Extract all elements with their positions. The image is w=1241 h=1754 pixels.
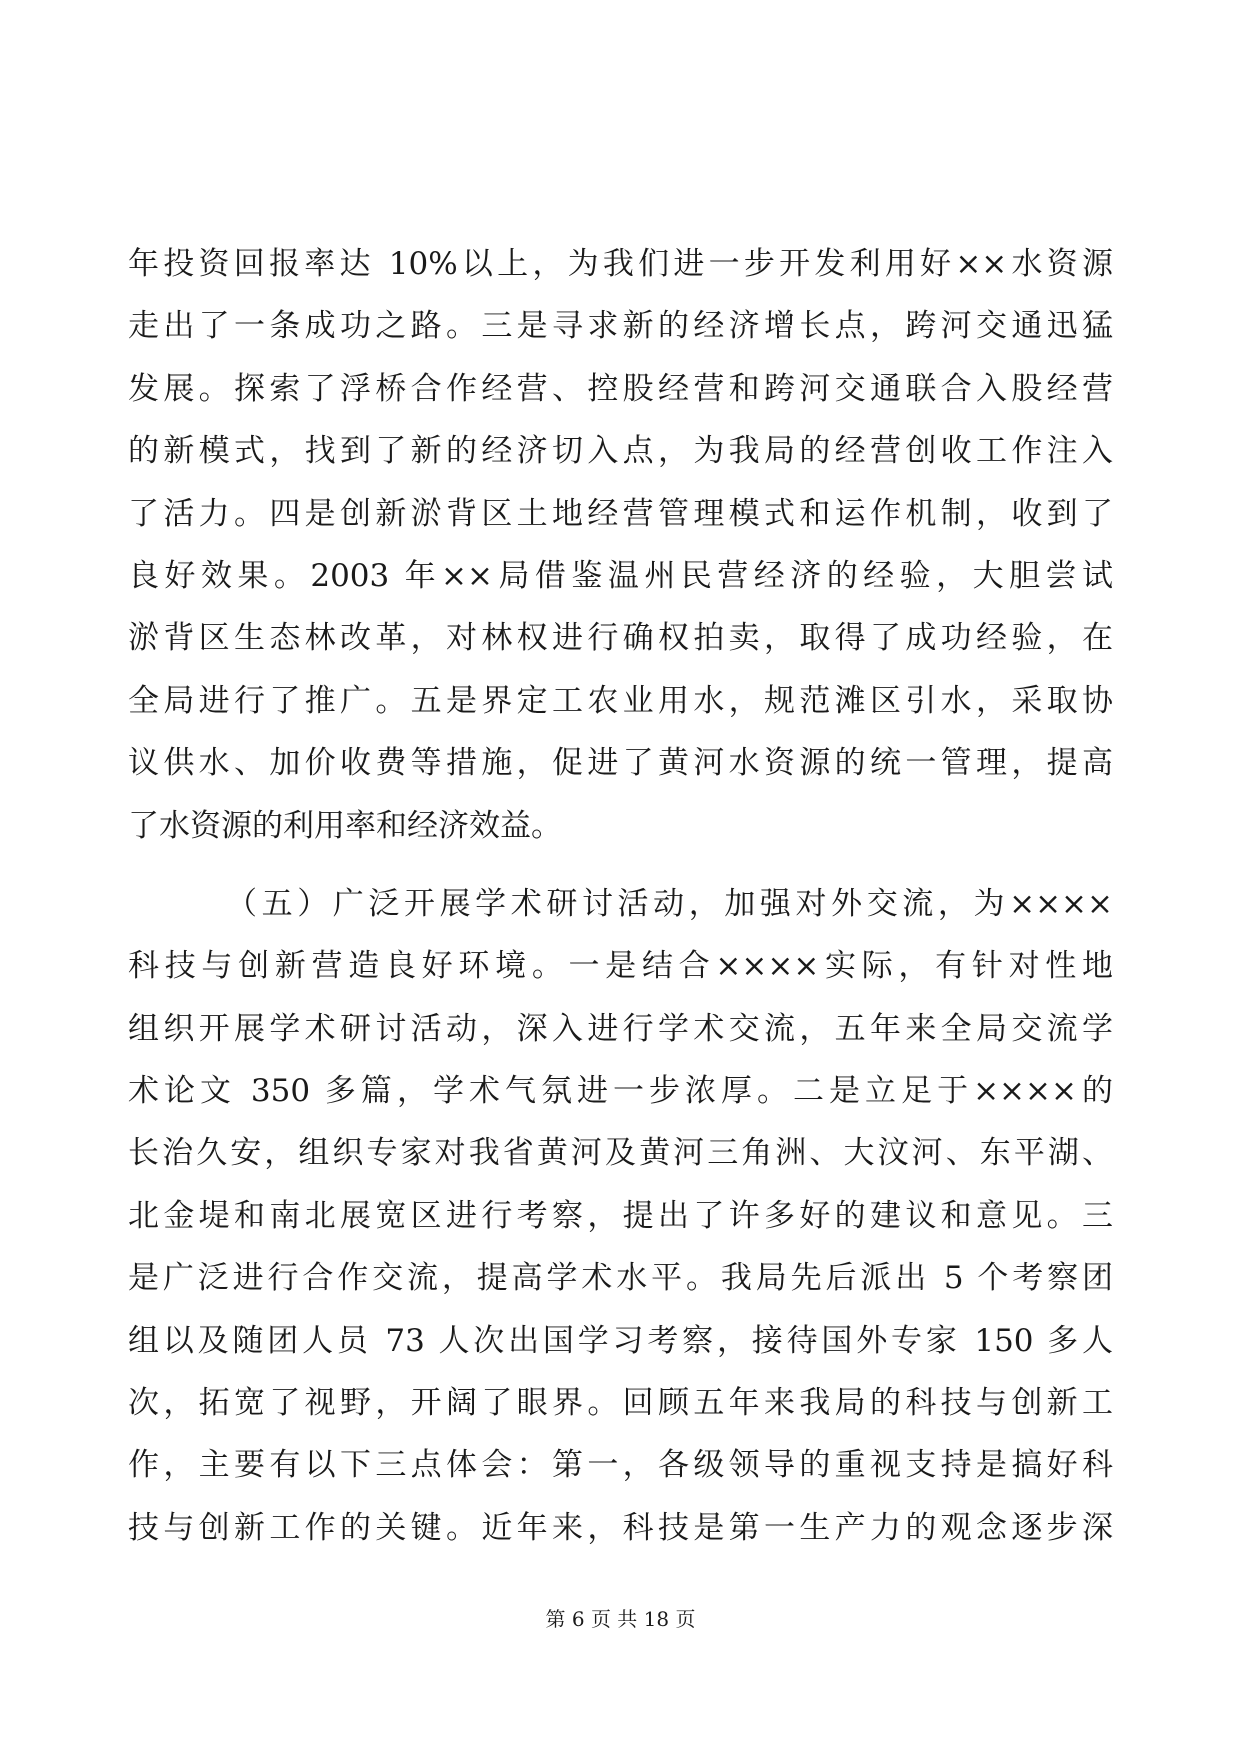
text-line: 组以及随团人员 73 人次出国学习考察，接待国外专家 150 多人 bbox=[128, 1322, 1113, 1359]
document-body bbox=[128, 233, 1113, 1559]
page-footer bbox=[0, 1605, 1241, 1633]
text-line: 术论文 350 多篇，学术气氛进一步浓厚。二是立足于××××的 bbox=[128, 1073, 1113, 1110]
text-line: 议供水、加价收费等措施，促进了黄河水资源的统一管理，提高 bbox=[128, 745, 1113, 782]
text-line: 作，主要有以下三点体会：第一，各级领导的重视支持是搞好科 bbox=[128, 1447, 1113, 1484]
text-line: 走出了一条成功之路。三是寻求新的经济增长点，跨河交通迅猛 bbox=[128, 308, 1113, 345]
text-line: 了水资源的利用率和经济效益。 bbox=[128, 807, 562, 844]
text-line: 科技与创新营造良好环境。一是结合××××实际，有针对性地 bbox=[128, 948, 1113, 985]
paragraph-heading-line: （五）广泛开展学术研讨活动，加强对外交流，为×××× bbox=[226, 885, 1113, 922]
text-line: 淤背区生态林改革，对林权进行确权拍卖，取得了成功经验，在 bbox=[128, 620, 1113, 657]
text-line: 发展。探索了浮桥合作经营、控股经营和跨河交通联合入股经营 bbox=[128, 370, 1113, 407]
text-line: 组织开展学术研讨活动，深入进行学术交流，五年来全局交流学 bbox=[128, 1010, 1113, 1047]
text-line: 良好效果。2003 年××局借鉴温州民营经济的经验，大胆尝试 bbox=[128, 557, 1113, 594]
text-line: 是广泛进行合作交流，提高学术水平。我局先后派出 5 个考察团 bbox=[128, 1260, 1113, 1297]
text-line: 了活力。四是创新淤背区土地经营管理模式和运作机制，收到了 bbox=[128, 495, 1113, 532]
text-line: 年投资回报率达 10%以上，为我们进一步开发利用好××水资源 bbox=[128, 246, 1113, 282]
text-line: 次，拓宽了视野，开阔了眼界。回顾五年来我局的科技与创新工 bbox=[128, 1385, 1113, 1422]
text-line: 的新模式，找到了新的经济切入点，为我局的经营创收工作注入 bbox=[128, 433, 1113, 470]
text-line: 北金堤和南北展宽区进行考察，提出了许多好的建议和意见。三 bbox=[128, 1197, 1113, 1234]
text-line: 全局进行了推广。五是界定工农业用水，规范滩区引水，采取协 bbox=[128, 682, 1113, 719]
text-line: 技与创新工作的关键。近年来，科技是第一生产力的观念逐步深 bbox=[128, 1509, 1113, 1546]
text-line: 长治久安，组织专家对我省黄河及黄河三角洲、大汶河、东平湖、 bbox=[128, 1135, 1113, 1172]
page-number: 第 6 页 共 18 页 bbox=[545, 1607, 696, 1631]
